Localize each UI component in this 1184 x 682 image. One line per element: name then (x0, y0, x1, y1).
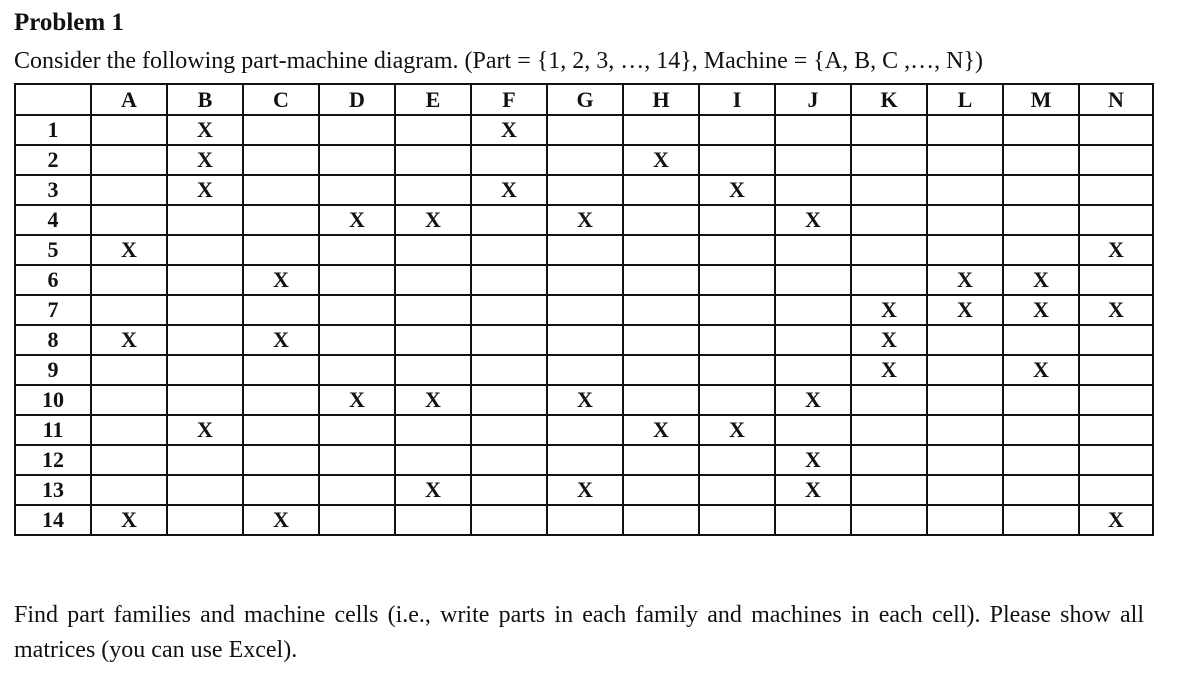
matrix-cell: X (1003, 295, 1079, 325)
matrix-cell: X (471, 115, 547, 145)
matrix-cell: X (927, 295, 1003, 325)
matrix-cell (699, 235, 775, 265)
matrix-cell (319, 265, 395, 295)
matrix-cell (851, 415, 927, 445)
part-label: 11 (15, 415, 91, 445)
matrix-cell: X (1003, 355, 1079, 385)
matrix-cell (851, 145, 927, 175)
matrix-cell (243, 445, 319, 475)
matrix-cell (395, 415, 471, 445)
matrix-cell (775, 505, 851, 535)
part-label: 8 (15, 325, 91, 355)
matrix-cell (243, 475, 319, 505)
matrix-cell (547, 235, 623, 265)
matrix-cell (319, 235, 395, 265)
part-label: 10 (15, 385, 91, 415)
table-row (15, 295, 1153, 325)
matrix-cell (1003, 445, 1079, 475)
part-label: 9 (15, 355, 91, 385)
matrix-cell (1079, 145, 1153, 175)
matrix-cell: X (623, 415, 699, 445)
matrix-cell: X (1079, 505, 1153, 535)
matrix-cell (395, 175, 471, 205)
table-row (15, 325, 1153, 355)
matrix-cell: X (547, 475, 623, 505)
matrix-cell (243, 355, 319, 385)
matrix-cell (1003, 325, 1079, 355)
table-row (15, 445, 1153, 475)
matrix-cell: X (167, 115, 243, 145)
matrix-cell (471, 325, 547, 355)
matrix-cell (243, 235, 319, 265)
matrix-cell (319, 475, 395, 505)
matrix-cell (547, 325, 623, 355)
matrix-cell (319, 415, 395, 445)
matrix-cell (395, 265, 471, 295)
problem-instructions: Find part families and machine cells (i.e., write parts in each family and machines in each cell). Please show all matrices (you can use Excel). (14, 602, 1144, 663)
matrix-cell (91, 175, 167, 205)
matrix-cell (623, 265, 699, 295)
matrix-cell (547, 415, 623, 445)
machine-header-d: D (319, 84, 395, 115)
matrix-body (15, 115, 1153, 535)
matrix-cell (699, 205, 775, 235)
matrix-cell (775, 265, 851, 295)
matrix-cell (243, 115, 319, 145)
matrix-cell: X (775, 385, 851, 415)
matrix-cell (623, 325, 699, 355)
matrix-cell (243, 415, 319, 445)
matrix-cell (927, 145, 1003, 175)
matrix-cell (1079, 205, 1153, 235)
matrix-cell (91, 295, 167, 325)
matrix-cell (623, 385, 699, 415)
matrix-cell (547, 265, 623, 295)
matrix-cell (395, 355, 471, 385)
matrix-cell (471, 415, 547, 445)
matrix-cell (1003, 205, 1079, 235)
machine-header-i: I (699, 84, 775, 115)
matrix-cell (775, 295, 851, 325)
matrix-cell (851, 175, 927, 205)
matrix-cell (395, 445, 471, 475)
matrix-cell (851, 235, 927, 265)
matrix-cell (471, 235, 547, 265)
matrix-cell (167, 265, 243, 295)
matrix-cell (167, 295, 243, 325)
matrix-cell (1079, 415, 1153, 445)
matrix-cell: X (395, 385, 471, 415)
matrix-cell (167, 475, 243, 505)
table-row (15, 385, 1153, 415)
matrix-cell (927, 325, 1003, 355)
matrix-cell (623, 445, 699, 475)
matrix-cell (927, 415, 1003, 445)
matrix-cell (775, 175, 851, 205)
matrix-cell (471, 205, 547, 235)
problem-title: Problem 1 (14, 9, 124, 36)
matrix-cell: X (319, 385, 395, 415)
machine-header-n: N (1079, 84, 1153, 115)
matrix-cell: X (319, 205, 395, 235)
matrix-cell (775, 145, 851, 175)
matrix-cell: X (775, 205, 851, 235)
matrix-cell (547, 445, 623, 475)
matrix-cell (851, 385, 927, 415)
matrix-cell (91, 115, 167, 145)
matrix-cell: X (547, 385, 623, 415)
matrix-cell (91, 355, 167, 385)
machine-header-e: E (395, 84, 471, 115)
matrix-cell (927, 445, 1003, 475)
matrix-cell (471, 295, 547, 325)
matrix-cell: X (775, 475, 851, 505)
matrix-cell (395, 325, 471, 355)
matrix-cell (851, 265, 927, 295)
matrix-cell (1003, 475, 1079, 505)
matrix-cell (471, 385, 547, 415)
matrix-cell (471, 355, 547, 385)
table-row (15, 205, 1153, 235)
matrix-cell (243, 205, 319, 235)
matrix-cell (91, 475, 167, 505)
matrix-cell (319, 445, 395, 475)
machine-header-m: M (1003, 84, 1079, 115)
table-row (15, 415, 1153, 445)
matrix-cell (471, 265, 547, 295)
matrix-cell (1003, 115, 1079, 145)
matrix-cell (319, 325, 395, 355)
matrix-cell (699, 145, 775, 175)
matrix-cell: X (927, 265, 1003, 295)
part-label: 14 (15, 505, 91, 535)
matrix-cell (623, 235, 699, 265)
matrix-cell (547, 115, 623, 145)
table-row (15, 175, 1153, 205)
matrix-cell (1079, 325, 1153, 355)
matrix-cell: X (471, 175, 547, 205)
matrix-cell: X (91, 505, 167, 535)
problem-intro: Consider the following part-machine diagram. (Part = {1, 2, 3, …, 14}, Machine = {A, B, C ,…, N}) (14, 48, 983, 74)
matrix-cell (623, 205, 699, 235)
machine-header-row (15, 84, 1153, 115)
matrix-cell (1079, 115, 1153, 145)
matrix-cell (243, 295, 319, 325)
matrix-cell (471, 445, 547, 475)
matrix-cell (775, 115, 851, 145)
machine-header-h: H (623, 84, 699, 115)
matrix-cell (167, 385, 243, 415)
matrix-cell (1003, 235, 1079, 265)
matrix-cell (91, 445, 167, 475)
matrix-cell (775, 235, 851, 265)
matrix-cell (927, 235, 1003, 265)
table-row (15, 505, 1153, 535)
matrix-cell (927, 115, 1003, 145)
matrix-cell (167, 325, 243, 355)
table-row (15, 475, 1153, 505)
matrix-cell (547, 145, 623, 175)
matrix-cell (775, 325, 851, 355)
matrix-cell (775, 415, 851, 445)
matrix-cell (1003, 175, 1079, 205)
matrix-cell (927, 205, 1003, 235)
machine-header-b: B (167, 84, 243, 115)
matrix-cell (395, 295, 471, 325)
matrix-cell (623, 355, 699, 385)
matrix-cell (1079, 445, 1153, 475)
matrix-cell (471, 475, 547, 505)
matrix-cell: X (243, 265, 319, 295)
matrix-cell: X (167, 145, 243, 175)
matrix-cell (699, 505, 775, 535)
matrix-cell (927, 475, 1003, 505)
matrix-cell (167, 235, 243, 265)
matrix-cell: X (699, 415, 775, 445)
matrix-cell (1003, 145, 1079, 175)
matrix-cell (243, 175, 319, 205)
matrix-cell (167, 445, 243, 475)
matrix-cell: X (243, 325, 319, 355)
matrix-cell (851, 115, 927, 145)
matrix-cell (699, 325, 775, 355)
matrix-cell (395, 505, 471, 535)
matrix-cell: X (395, 205, 471, 235)
matrix-cell (547, 295, 623, 325)
matrix-cell: X (851, 355, 927, 385)
matrix-cell (91, 145, 167, 175)
part-label: 5 (15, 235, 91, 265)
matrix-cell (91, 385, 167, 415)
part-label: 3 (15, 175, 91, 205)
matrix-cell (1079, 265, 1153, 295)
matrix-cell (1003, 385, 1079, 415)
matrix-cell: X (243, 505, 319, 535)
machine-header-a: A (91, 84, 167, 115)
matrix-cell (547, 355, 623, 385)
matrix-cell (1079, 175, 1153, 205)
part-label: 13 (15, 475, 91, 505)
matrix-cell: X (1079, 295, 1153, 325)
matrix-cell (623, 475, 699, 505)
matrix-cell (1003, 505, 1079, 535)
matrix-cell: X (395, 475, 471, 505)
matrix-cell (1003, 415, 1079, 445)
part-label: 7 (15, 295, 91, 325)
part-machine-matrix (14, 83, 1154, 536)
matrix-cell (91, 415, 167, 445)
matrix-cell (699, 385, 775, 415)
matrix-cell (319, 175, 395, 205)
matrix-cell: X (775, 445, 851, 475)
matrix-cell (699, 265, 775, 295)
part-label: 2 (15, 145, 91, 175)
matrix-cell (395, 235, 471, 265)
matrix-cell (699, 355, 775, 385)
matrix-cell (623, 295, 699, 325)
matrix-cell: X (851, 295, 927, 325)
matrix-cell (319, 295, 395, 325)
machine-header-l: L (927, 84, 1003, 115)
matrix-cell (699, 115, 775, 145)
matrix-cell (471, 145, 547, 175)
matrix-cell (243, 385, 319, 415)
matrix-cell (395, 115, 471, 145)
matrix-cell (851, 205, 927, 235)
matrix-cell (851, 445, 927, 475)
matrix-cell: X (623, 145, 699, 175)
matrix-cell (167, 205, 243, 235)
matrix-cell (623, 505, 699, 535)
machine-header-k: K (851, 84, 927, 115)
table-row (15, 145, 1153, 175)
matrix-cell: X (167, 175, 243, 205)
matrix-cell (471, 505, 547, 535)
matrix-cell (927, 355, 1003, 385)
machine-header-g: G (547, 84, 623, 115)
corner-cell (15, 84, 91, 115)
matrix-cell (319, 145, 395, 175)
matrix-cell: X (1079, 235, 1153, 265)
matrix-cell (319, 505, 395, 535)
matrix-cell (167, 355, 243, 385)
matrix-cell (91, 205, 167, 235)
matrix-cell (699, 295, 775, 325)
matrix-cell (851, 505, 927, 535)
machine-header-c: C (243, 84, 319, 115)
part-label: 12 (15, 445, 91, 475)
matrix-cell (167, 505, 243, 535)
matrix-cell (1079, 475, 1153, 505)
machine-header-j: J (775, 84, 851, 115)
machine-header-f: F (471, 84, 547, 115)
matrix-cell (1079, 385, 1153, 415)
matrix-cell: X (167, 415, 243, 445)
matrix-cell: X (699, 175, 775, 205)
matrix-cell: X (91, 325, 167, 355)
matrix-cell (623, 115, 699, 145)
matrix-cell (927, 385, 1003, 415)
matrix-cell: X (547, 205, 623, 235)
part-label: 4 (15, 205, 91, 235)
matrix-cell (775, 355, 851, 385)
matrix-cell (699, 475, 775, 505)
matrix-cell (319, 115, 395, 145)
matrix-cell (927, 505, 1003, 535)
matrix-cell (547, 505, 623, 535)
matrix-cell (243, 145, 319, 175)
table-row (15, 265, 1153, 295)
part-label: 6 (15, 265, 91, 295)
matrix-cell: X (851, 325, 927, 355)
matrix-cell (927, 175, 1003, 205)
table-row (15, 235, 1153, 265)
table-row (15, 355, 1153, 385)
table-row (15, 115, 1153, 145)
matrix-cell: X (1003, 265, 1079, 295)
matrix-cell: X (91, 235, 167, 265)
matrix-cell (319, 355, 395, 385)
matrix-cell (547, 175, 623, 205)
matrix-cell (699, 445, 775, 475)
matrix-cell (91, 265, 167, 295)
part-label: 1 (15, 115, 91, 145)
matrix-cell (851, 475, 927, 505)
matrix-cell (623, 175, 699, 205)
matrix-cell (1079, 355, 1153, 385)
matrix-cell (395, 145, 471, 175)
